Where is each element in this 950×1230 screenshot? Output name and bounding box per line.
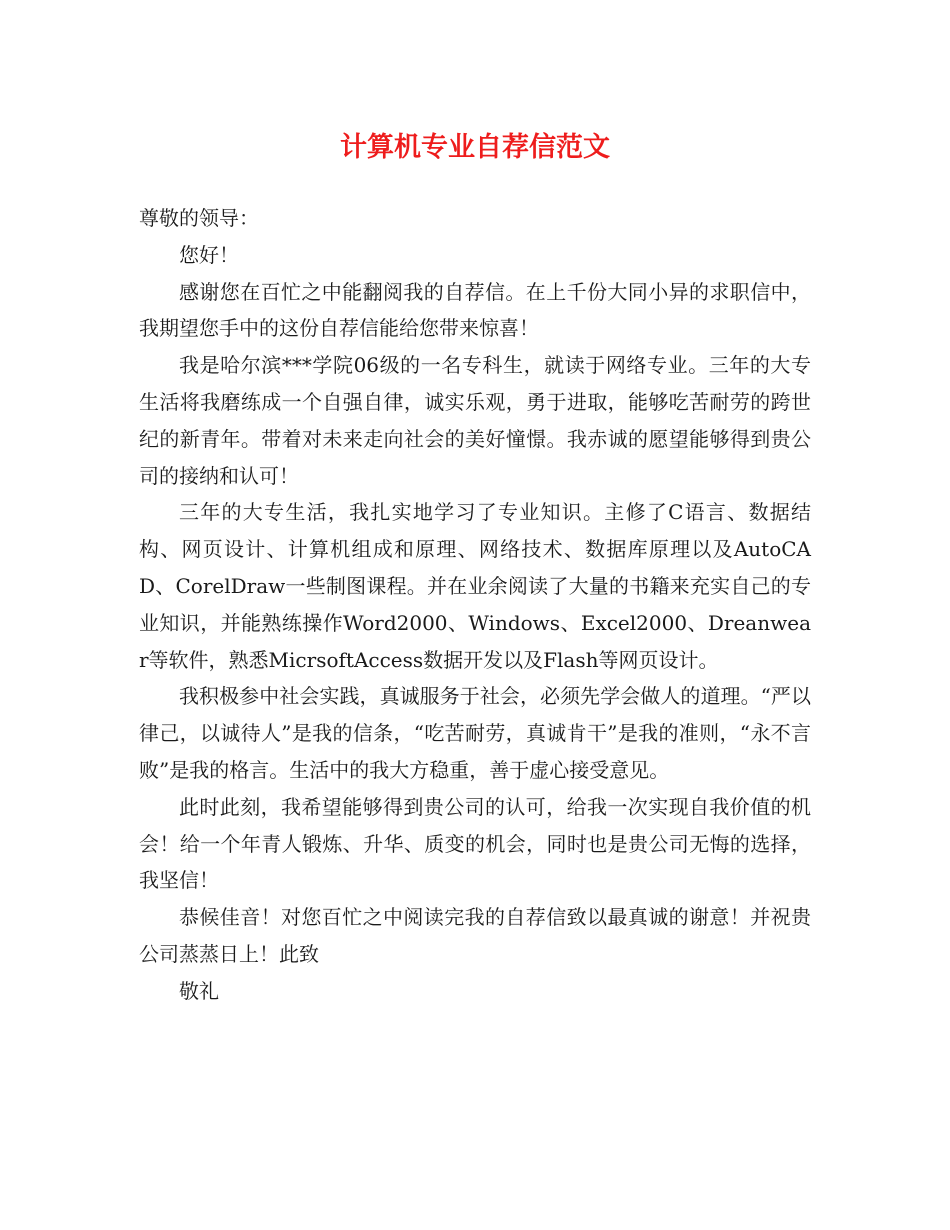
- document-title: 计算机专业自荐信范文: [340, 132, 610, 163]
- letter-body: [139, 200, 811, 1010]
- closing-salute: 敬礼: [179, 978, 219, 1003]
- greeting: 您好！: [179, 242, 239, 267]
- paragraph-closing-wish: 恭候佳音！对您百忙之中阅读完我的自荐信致以最真诚的谢意！并祝贵公司蒸蒸日上！此致: [139, 905, 811, 966]
- paragraph-thanks: 感谢您在百忙之中能翻阅我的自荐信。在上千份大同小异的求职信中，我期望您手中的这份自荐信能给您带来惊喜！: [139, 279, 811, 341]
- salutation: 尊敬的领导：: [139, 206, 259, 230]
- paragraph-skills: 三年的大专生活，我扎实地学习了专业知识。主修了C语言、数据结构、网页设计、计算机组成和原理、网络技术、数据库原理以及AutoCAD、CorelDraw一些制图课程。并在业余阅读了大量的书籍来充实自己的专业知识，并能熟练操作Word2000、Windows、Excel2000、Dreanwear等软件，熟悉MicrsoftAccess数据开发以及Flash等网页设计。: [139, 500, 811, 672]
- paragraph-character: 我积极参中社会实践，真诚服务于社会，必须先学会做人的道理。“严以律己，以诚待人”是我的信条，“吃苦耐劳，真诚肯干”是我的准则，“永不言败”是我的格言。生活中的我大方稳重，善于虚心接受意见。: [139, 684, 811, 782]
- paragraph-request: 此时此刻，我希望能够得到贵公司的认可，给我一次实现自我价值的机会！给一个年青人锻炼、升华、质变的机会，同时也是贵公司无悔的选择，我坚信！: [139, 794, 811, 893]
- paragraph-introduction: 我是哈尔滨***学院06级的一名专科生，就读于网络专业。三年的大专生活将我磨练成一个自强自律，诚实乐观，勇于进取，能够吃苦耐劳的跨世纪的新青年。带着对未来走向社会的美好憧憬。我赤诚的愿望能够得到贵公司的接纳和认可！: [139, 353, 811, 488]
